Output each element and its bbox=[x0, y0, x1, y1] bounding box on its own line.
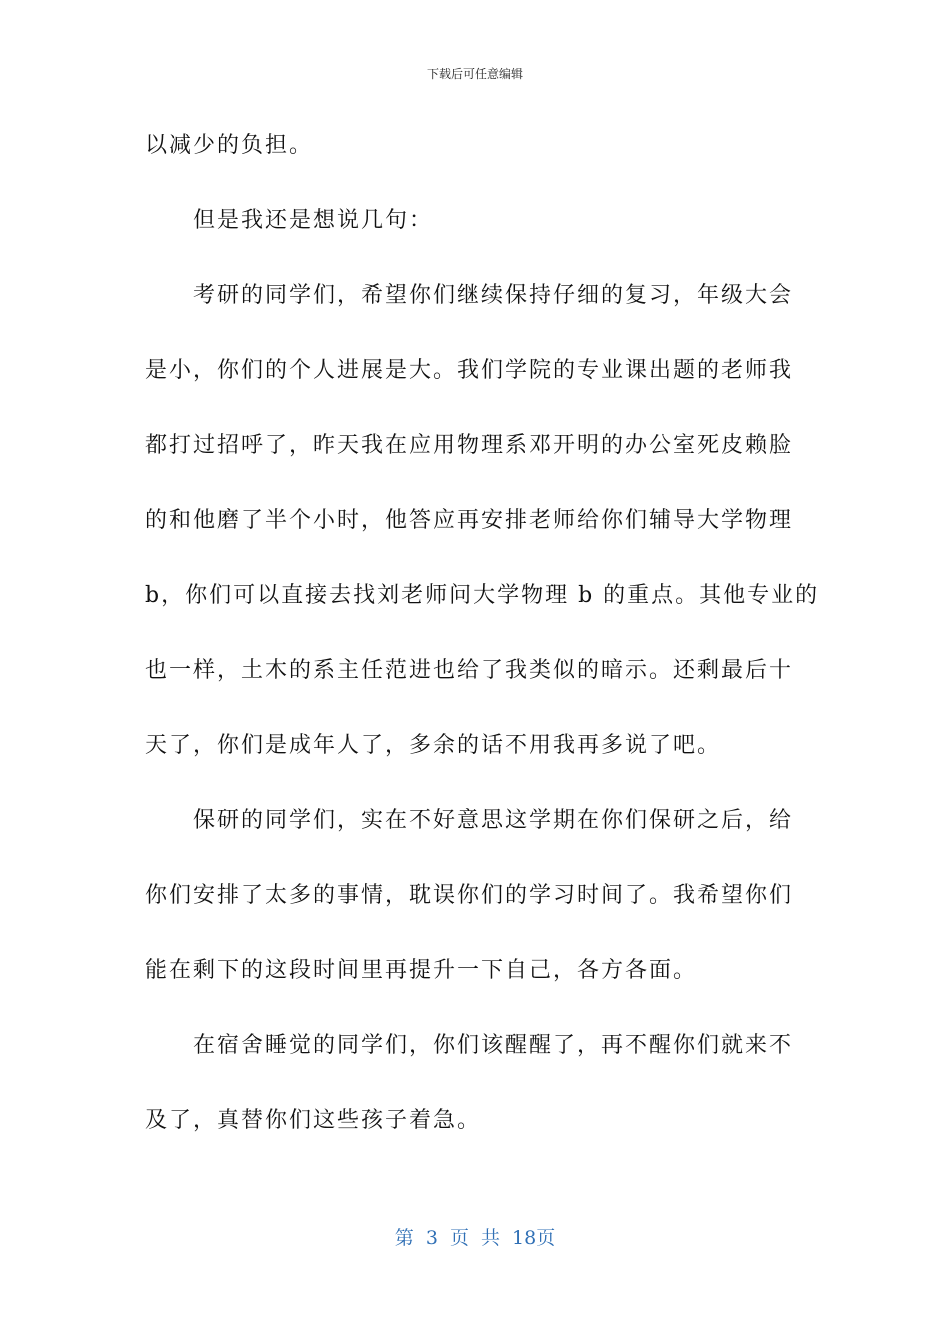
text-line: 能在剩下的这段时间里再提升一下自己，各方各面。 bbox=[145, 958, 698, 983]
document-body bbox=[145, 122, 820, 1172]
text-line: 你们安排了太多的事情，耽误你们的学习时间了。我希望你们 bbox=[145, 883, 794, 908]
text-line: 但是我还是想说几句： bbox=[193, 208, 434, 233]
page-footer: 第 3 页 共 18页 bbox=[394, 1227, 556, 1249]
text-line: 在宿舍睡觉的同学们，你们该醒醒了，再不醒你们就来不 bbox=[193, 1033, 794, 1058]
text-line: b，你们可以直接去找刘老师问大学物理 b 的重点。其他专业的 bbox=[145, 583, 820, 608]
text-line: 以减少的负担。 bbox=[145, 133, 314, 158]
text-line: 天了，你们是成年人了，多余的话不用我再多说了吧。 bbox=[145, 733, 722, 758]
text-line: 及了，真替你们这些孩子着急。 bbox=[145, 1108, 482, 1133]
text-line: 也一样，土木的系主任范进也给了我类似的暗示。还剩最后十 bbox=[145, 658, 794, 683]
text-line: 是小，你们的个人进展是大。我们学院的专业课出题的老师我 bbox=[145, 358, 794, 383]
text-line: 都打过招呼了，昨天我在应用物理系邓开明的办公室死皮赖脸 bbox=[145, 433, 794, 458]
page-header: 下载后可任意编辑 bbox=[426, 67, 523, 81]
text-line: 保研的同学们，实在不好意思这学期在你们保研之后，给 bbox=[193, 808, 794, 833]
text-line: 的和他磨了半个小时，他答应再安排老师给你们辅导大学物理 bbox=[145, 508, 794, 533]
text-line: 考研的同学们，希望你们继续保持仔细的复习，年级大会 bbox=[193, 283, 794, 308]
